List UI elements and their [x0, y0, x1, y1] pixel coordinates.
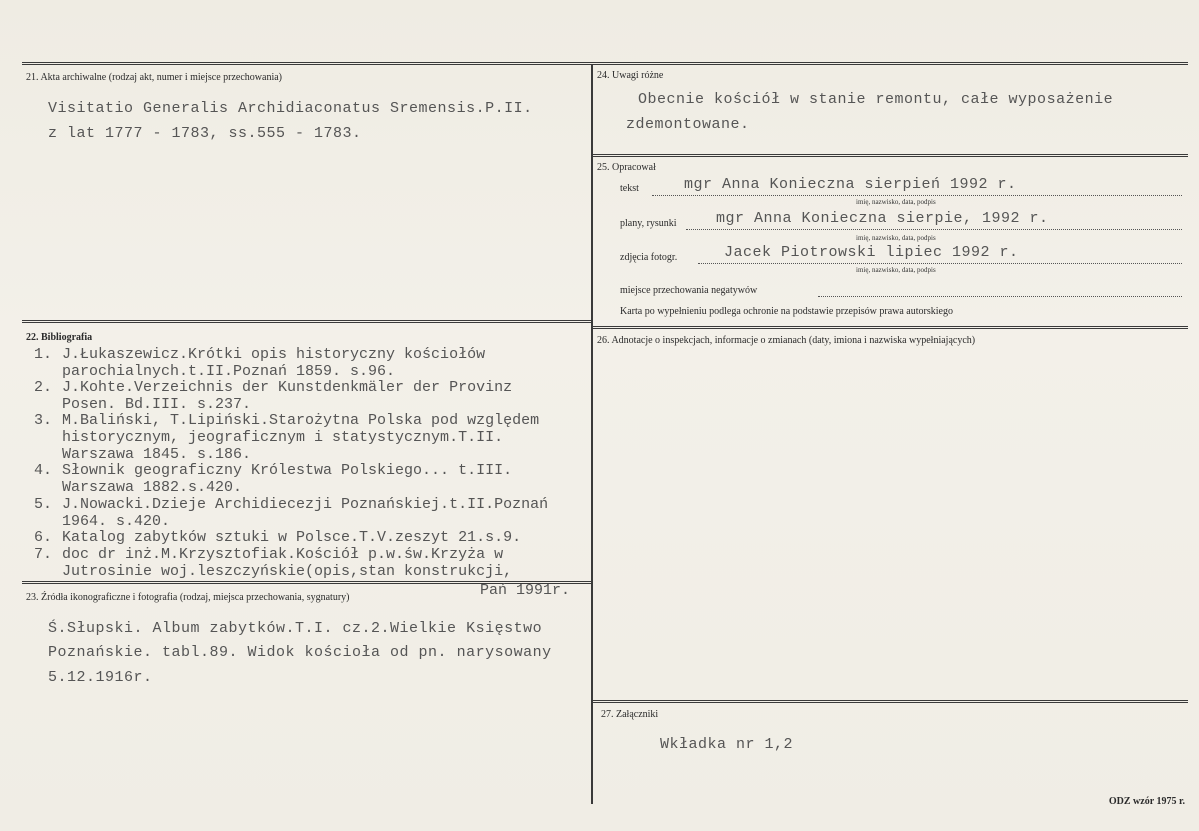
plany-value: mgr Anna Konieczna sierpie, 1992 r.	[716, 210, 1049, 227]
bibliography-number: 7.	[34, 546, 53, 563]
rule-21-22	[22, 320, 591, 323]
bibliography-item	[34, 496, 548, 530]
bibliography-line	[34, 462, 512, 479]
bibliography-item	[34, 346, 485, 380]
bibliography-text: Słownik geograficzny Królestwa Polskiego... t.III.	[62, 462, 513, 479]
rule-25-26	[593, 326, 1188, 329]
section-21-label: 21. Akta archiwalne (rodzaj akt, numer i miejsce przechowania)	[26, 72, 283, 83]
icon-source-line-2: Poznańskie. tabl.89. Widok kościoła od pn. narysowany	[48, 644, 552, 661]
section-27-label: 27. Załączniki	[601, 709, 659, 720]
bibliography-number: 3.	[34, 412, 53, 429]
icon-source-line-1: Ś.Słupski. Album zabytków.T.I. cz.2.Wielkie Księstwo	[48, 620, 543, 637]
form-version: ODZ wzór 1975 r.	[1108, 796, 1185, 807]
archive-line-2: z lat 1777 - 1783, ss.555 - 1783.	[48, 125, 362, 142]
zdjecia-value: Jacek Piotrowski lipiec 1992 r.	[724, 244, 1019, 261]
rule-24-25	[593, 154, 1188, 157]
bibliography-text: J.Kohte.Verzeichnis der Kunstdenkmäler der Provinz	[62, 379, 513, 396]
remarks-line-1: Obecnie kościół w stanie remontu, całe wyposażenie	[638, 91, 1114, 108]
archive-line-1: Visitatio Generalis Archidiaconatus Sremensis.P.II.	[48, 100, 533, 117]
section-26-label: 26. Adnotacje o inspekcjach, informacje o zmianach (daty, imiona i nazwiska wypełniających)	[597, 335, 976, 346]
bibliography-number: 6.	[34, 529, 53, 546]
copyright-note: Karta po wypełnieniu podlega ochronie na podstawie przepisów prawa autorskiego	[620, 306, 953, 317]
bibliography-number: 5.	[34, 496, 53, 513]
bibliography-line: parochialnych.t.II.Poznań 1859. s.96.	[62, 363, 396, 380]
bibliography-line	[34, 412, 539, 429]
caption-2: imię, nazwisko, data, podpis	[856, 234, 936, 242]
plany-label: plany, rysunki	[620, 218, 677, 229]
bibliography-line	[34, 346, 485, 363]
icon-source-line-3: 5.12.1916r.	[48, 669, 153, 686]
bibliography-item	[34, 462, 512, 496]
bibliography-line	[34, 529, 521, 546]
section-23-label: 23. Źródła ikonograficzne i fotografia (rodzaj, miejsca przechowania, sygnatury)	[26, 592, 350, 603]
center-divider	[591, 64, 593, 804]
bibliography-number: 2.	[34, 379, 53, 396]
section-22-title: 22. Bibliografia	[26, 332, 93, 343]
bibliography-line	[34, 496, 548, 513]
top-rule	[22, 62, 1188, 65]
remarks-line-2: zdemontowane.	[626, 116, 750, 133]
bibliography-text: J.Łukaszewicz.Krótki opis historyczny kościołów	[62, 346, 486, 363]
bibliography-line: Posen. Bd.III. s.237.	[62, 396, 252, 413]
bibliography-number: 1.	[34, 346, 53, 363]
bibliography-text: M.Baliński, T.Lipiński.Starożytna Polska pod względem	[62, 412, 540, 429]
bibliography-text: J.Nowacki.Dzieje Archidiecezji Poznańskiej.t.II.Poznań	[62, 496, 549, 513]
tekst-value: mgr Anna Konieczna sierpień 1992 r.	[684, 176, 1017, 193]
section-25-label: 25. Opracował	[597, 162, 656, 173]
section-22-label	[26, 332, 92, 343]
plany-dotline	[686, 229, 1182, 230]
bibliography-number: 4.	[34, 462, 53, 479]
bibliography-line: Warszawa 1845. s.186.	[62, 446, 252, 463]
bibliography-line: Jutrosinie woj.leszczyńskie(opis,stan konstrukcji,	[62, 563, 513, 580]
tekst-label: tekst	[620, 183, 639, 194]
bibliography-text: Katalog zabytków sztuki w Polsce.T.V.zeszyt 21.s.9.	[62, 529, 522, 546]
section-24-label: 24. Uwagi różne	[597, 70, 664, 81]
bibliography-text: doc dr inż.M.Krzysztofiak.Kościół p.w.św.Krzyża w	[62, 546, 504, 563]
bibliography-line	[34, 379, 512, 396]
bibliography-item	[34, 412, 539, 463]
caption-1: imię, nazwisko, data, podpis	[856, 198, 936, 206]
zdjecia-label: zdjęcia fotogr.	[620, 252, 678, 263]
bibliography-line: Pań 1991r.	[480, 582, 571, 599]
bibliography-item	[34, 529, 521, 546]
zdjecia-dotline	[698, 263, 1182, 264]
bibliography-line: 1964. s.420.	[62, 513, 171, 530]
attachments-value: Wkładka nr 1,2	[660, 736, 794, 753]
rule-26-27	[593, 700, 1188, 703]
bibliography-item	[34, 379, 512, 413]
negatives-label: miejsce przechowania negatywów	[620, 285, 758, 296]
tekst-dotline	[652, 195, 1182, 196]
caption-3: imię, nazwisko, data, podpis	[856, 266, 936, 274]
bibliography-line	[34, 546, 570, 563]
bibliography-line: Warszawa 1882.s.420.	[62, 479, 243, 496]
negatives-dotline	[818, 296, 1182, 297]
bibliography-line: historycznym, jeograficznym i statystycznym.T.II.	[62, 429, 504, 446]
